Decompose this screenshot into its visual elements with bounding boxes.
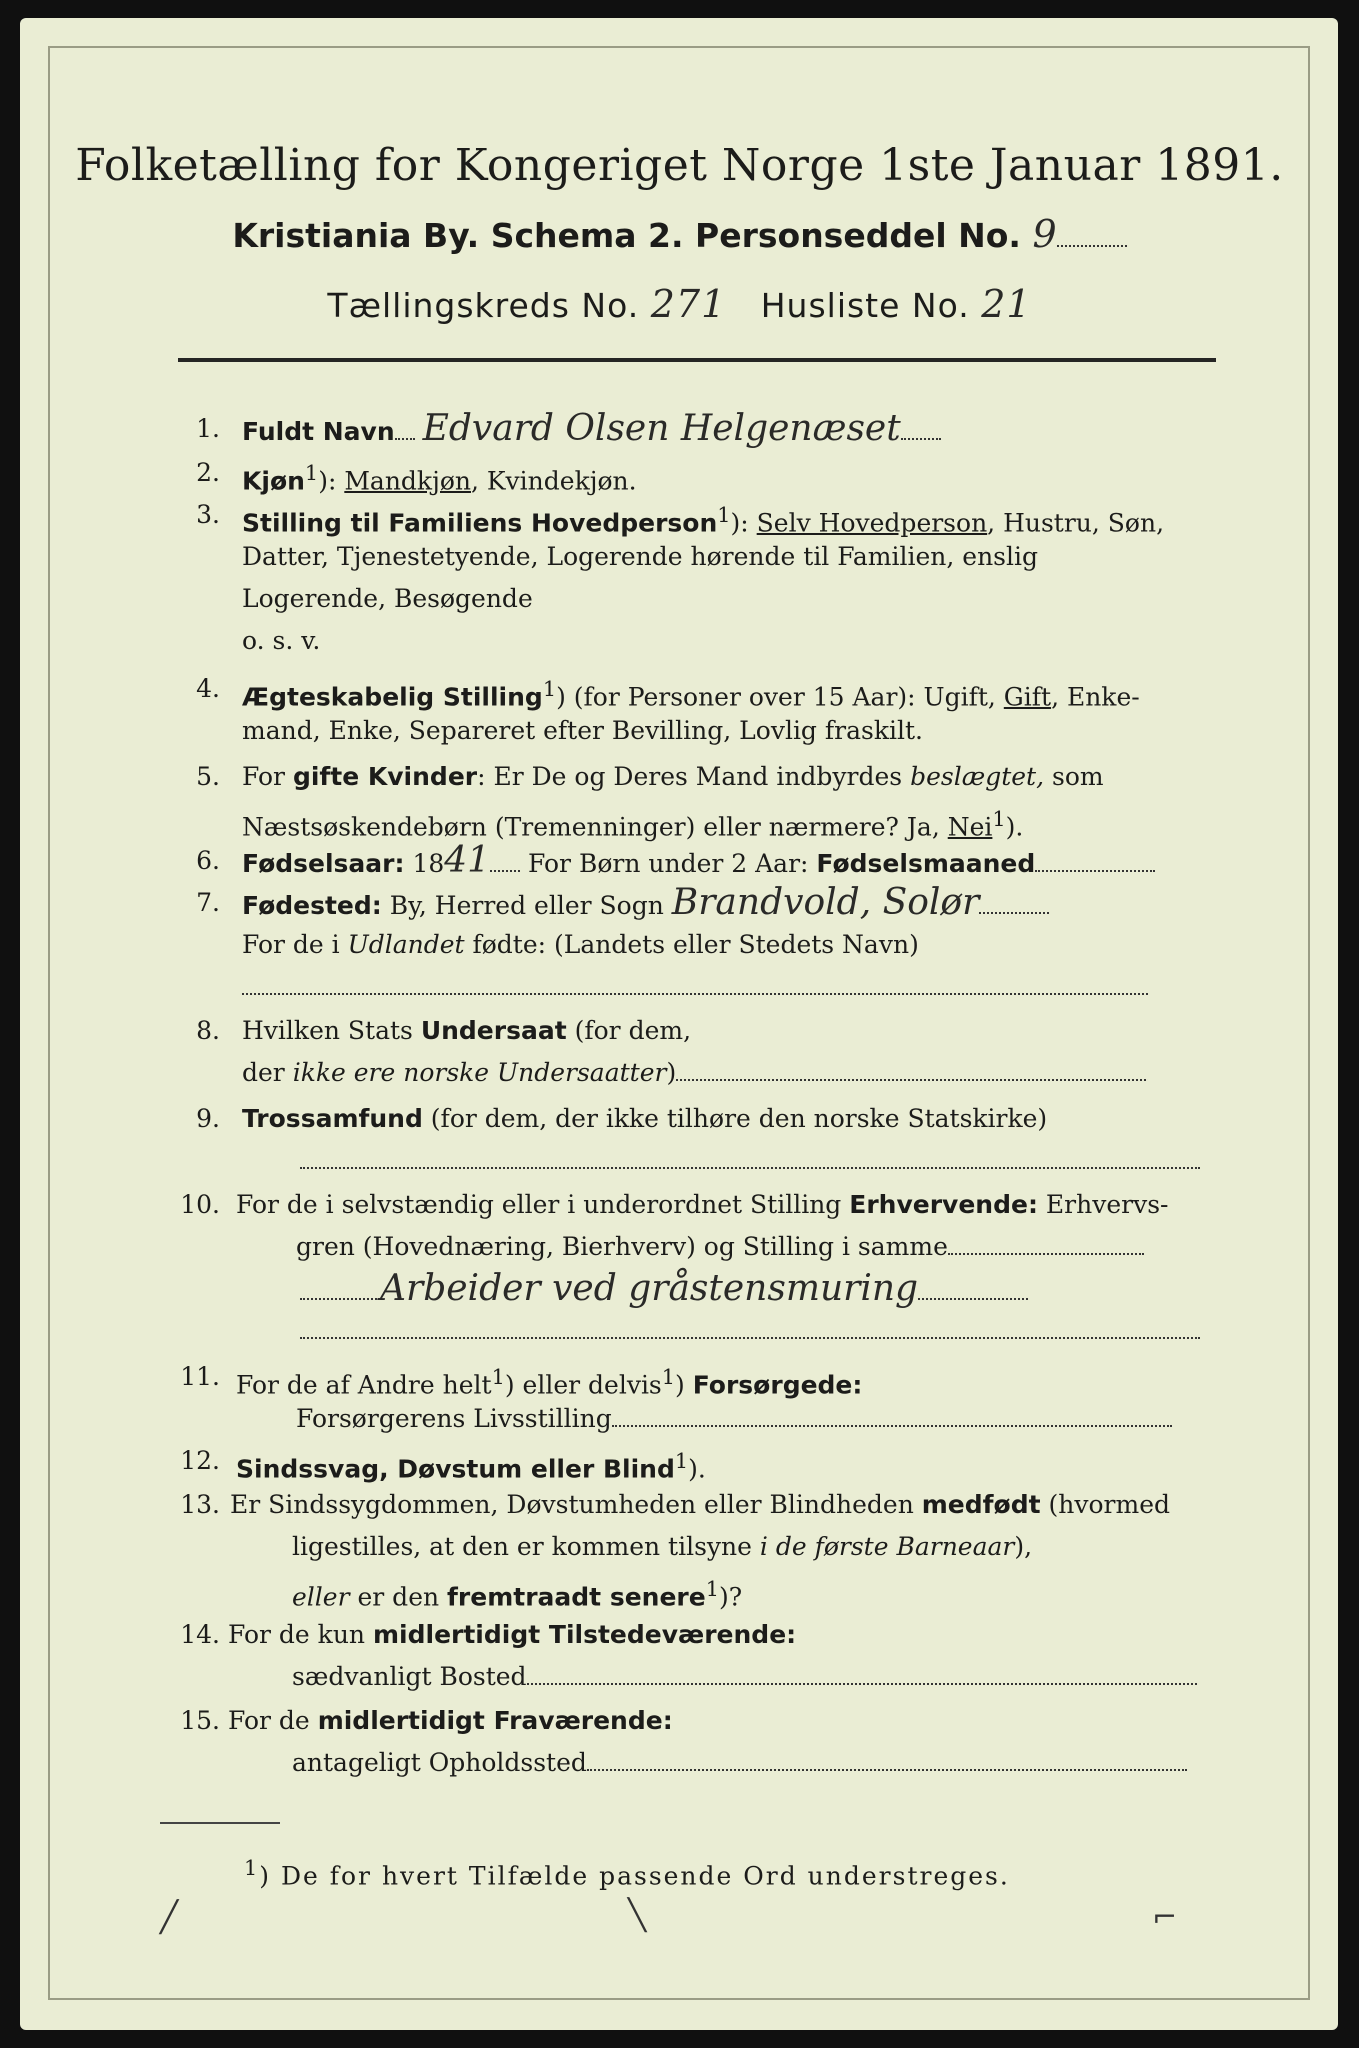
item-label: Erhvervende: xyxy=(849,1190,1038,1219)
footnote-ref: 1 xyxy=(244,1856,260,1880)
item-label: Fødselsaar: xyxy=(242,849,405,878)
item-text: Logerende, Besøgende xyxy=(242,584,533,613)
item-number: 9. xyxy=(196,1104,220,1133)
item-text: Er Sindssygdommen, Døvstumheden eller Blindheden xyxy=(230,1490,922,1519)
footnote-ref: 1 xyxy=(661,1365,676,1389)
dotted-line xyxy=(979,888,1049,914)
item-text: sædvanligt Bosted xyxy=(292,1662,527,1691)
dotted-line xyxy=(676,1055,1146,1081)
dotted-line xyxy=(1057,221,1127,247)
item-number: 10. xyxy=(180,1190,220,1219)
footnote-ref: 1 xyxy=(705,1577,719,1601)
footnote-ref: 1 xyxy=(674,1449,689,1473)
item-text: For Børn under 2 Aar: xyxy=(520,849,817,878)
dotted-line xyxy=(395,414,415,440)
item-text: gren (Hovednæring, Bierhverv) og Stilling i samme xyxy=(296,1232,948,1261)
item-text: Erhvervs- xyxy=(1037,1190,1169,1219)
item-text: (for dem, der ikke tilhøre den norske Statskirke) xyxy=(422,1104,1048,1133)
item-text: er den xyxy=(349,1582,448,1612)
selected-option: Nei xyxy=(947,812,993,842)
corner-mark-icon: ╱ xyxy=(160,1900,179,1935)
item-text: Datter, Tjenestetyende, Logerende hørende til Familien, enslig xyxy=(242,542,1039,571)
footnote-rule xyxy=(160,1822,280,1824)
dotted-line xyxy=(612,1401,1172,1427)
item-text: ) xyxy=(675,1370,693,1400)
personseddel-number: 9 xyxy=(1032,212,1057,256)
item-text: ). xyxy=(688,1454,706,1484)
item-text: ) (for Personer over 15 Aar): Ugift, xyxy=(556,682,1004,712)
corner-mark-icon: ⌐ xyxy=(1152,1900,1178,1935)
item-text: , Kvindekjøn. xyxy=(470,466,637,496)
item-text: antageligt Opholdssted xyxy=(292,1748,587,1777)
footnote xyxy=(244,1856,1010,1890)
tick-mark-icon: ╲ xyxy=(628,1898,647,1933)
item-text: ) xyxy=(666,1058,677,1087)
item-text: Forsørgerens Livsstilling xyxy=(296,1404,612,1433)
dotted-line xyxy=(948,1229,1144,1255)
item-label: Stilling til Familiens Hovedperson xyxy=(242,508,718,538)
selected-option: Selv Hovedperson xyxy=(756,508,988,538)
form-numbers-line xyxy=(0,282,1359,326)
item-text: For de kun xyxy=(228,1620,373,1649)
item-label: midlertidigt Tilstedeværende: xyxy=(372,1620,797,1649)
item-label: Ægteskabelig Stilling xyxy=(242,682,543,712)
item-label: Sindssvag, Døvstum eller Blind xyxy=(236,1454,675,1484)
item-number: 14. xyxy=(180,1620,220,1649)
item-label: midlertidigt Fraværende: xyxy=(317,1706,673,1735)
item-text: eller xyxy=(292,1582,350,1612)
item-number: 8. xyxy=(196,1016,220,1045)
item-number: 12. xyxy=(180,1446,220,1475)
item-text: , Hustru, Søn, xyxy=(987,508,1165,538)
dotted-line xyxy=(242,969,1148,995)
item-text: (hvormed xyxy=(1040,1490,1170,1519)
item-number: 11. xyxy=(180,1362,220,1391)
item-number: 3. xyxy=(196,500,220,529)
dotted-line xyxy=(587,1745,1187,1771)
form-subtitle xyxy=(0,212,1359,256)
item-number: 5. xyxy=(196,762,220,791)
item-text: 18 xyxy=(404,849,445,878)
item-text: For de xyxy=(228,1706,318,1735)
item-number: 2. xyxy=(196,458,220,487)
item-text: som xyxy=(1044,762,1104,791)
item-number: 4. xyxy=(196,674,220,703)
item-text: , Enke- xyxy=(1051,682,1140,712)
item-text: For de af Andre helt xyxy=(236,1370,492,1400)
item-label: medfødt xyxy=(921,1490,1041,1519)
item-text: For xyxy=(242,762,293,791)
item-label: fremtraadt senere xyxy=(447,1582,706,1612)
item-label: Fuldt Navn xyxy=(242,417,395,446)
dotted-line xyxy=(901,414,941,440)
item-text: ikke ere norske Undersaatter xyxy=(292,1058,667,1087)
footnote-ref: 1 xyxy=(491,1365,505,1389)
footnote-ref: 1 xyxy=(304,461,319,485)
dotted-line xyxy=(527,1659,1197,1685)
item-text: ligestilles, at den er kommen tilsyne xyxy=(292,1532,760,1561)
selected-option: Gift xyxy=(1003,682,1052,712)
footnote-ref: 1 xyxy=(717,503,731,527)
item-label: Fødested: xyxy=(242,891,382,920)
item-text: der xyxy=(242,1058,293,1087)
item-text: ), xyxy=(1014,1532,1033,1561)
taellingskreds-label: Tællingskreds No. xyxy=(327,286,640,325)
item-text: Udlandet xyxy=(347,930,465,959)
item-text: By, Herred eller Sogn xyxy=(381,891,664,920)
husliste-number: 21 xyxy=(981,282,1032,326)
taellingskreds-number: 271 xyxy=(650,282,727,326)
dotted-line xyxy=(918,1274,1028,1300)
dotted-line xyxy=(300,1274,380,1300)
item-text: For de i xyxy=(242,930,348,959)
item-text: o. s. v. xyxy=(242,626,321,655)
item-text: )? xyxy=(718,1582,743,1612)
item-label: Undersaat xyxy=(420,1016,567,1045)
item-label: Kjøn xyxy=(242,466,305,496)
item-text: (for dem, xyxy=(566,1016,692,1045)
item-label: Fødselsmaaned xyxy=(816,849,1036,878)
item-number: 7. xyxy=(196,888,220,917)
footnote-ref: 1 xyxy=(992,807,1006,831)
item-text: : Er De og Deres Mand indbyrdes xyxy=(477,762,911,791)
item-text: mand, Enke, Separeret efter Bevilling, Lovlig fraskilt. xyxy=(242,716,923,745)
item-text: Næstsøskendebørn (Tremenninger) eller nærmere? Ja, xyxy=(242,812,948,842)
dotted-line xyxy=(300,1143,1200,1169)
item-text: i de første Barneaar xyxy=(759,1532,1015,1561)
item-label: Forsørgede: xyxy=(692,1370,863,1400)
item-label: gifte Kvinder xyxy=(292,762,478,791)
item-text: beslægtet, xyxy=(910,762,1045,791)
item-text: ): xyxy=(318,466,345,496)
dotted-line xyxy=(1035,846,1155,872)
item-text: fødte: (Landets eller Stedets Navn) xyxy=(464,930,919,959)
occupation-value: Arbeider ved gråstensmuring xyxy=(380,1268,919,1309)
item-number: 13. xyxy=(180,1490,220,1519)
item-label: Trossamfund xyxy=(242,1104,423,1133)
birthplace-value: Brandvold, Solør xyxy=(671,882,980,923)
selected-option: Mandkjøn xyxy=(344,466,471,496)
form-title: Folketælling for Kongeriget Norge 1ste Januar 1891. xyxy=(75,140,1284,191)
birth-year-value: 41 xyxy=(444,840,491,881)
header-rule xyxy=(178,358,1216,362)
item-text: For de i selvstændig eller i underordnet Stilling xyxy=(236,1190,850,1219)
footnote-ref: 1 xyxy=(542,677,557,701)
dotted-line xyxy=(490,846,520,872)
subtitle-text: Kristiania By. Schema 2. Personseddel No. xyxy=(232,216,1021,255)
item-text: ): xyxy=(730,508,757,538)
item-number: 6. xyxy=(196,846,220,875)
item-text: ). xyxy=(1005,812,1024,842)
dotted-line xyxy=(300,1313,1200,1339)
full-name-value: Edvard Olsen Helgenæset xyxy=(422,408,901,449)
footnote-text: ) De for hvert Tilfælde passende Ord understreges. xyxy=(259,1861,1010,1891)
husliste-label: Husliste No. xyxy=(760,286,970,325)
item-text: Hvilken Stats xyxy=(242,1016,421,1045)
item-number: 15. xyxy=(180,1706,220,1735)
item-number: 1. xyxy=(196,414,220,443)
item-text: ) eller delvis xyxy=(504,1370,662,1400)
